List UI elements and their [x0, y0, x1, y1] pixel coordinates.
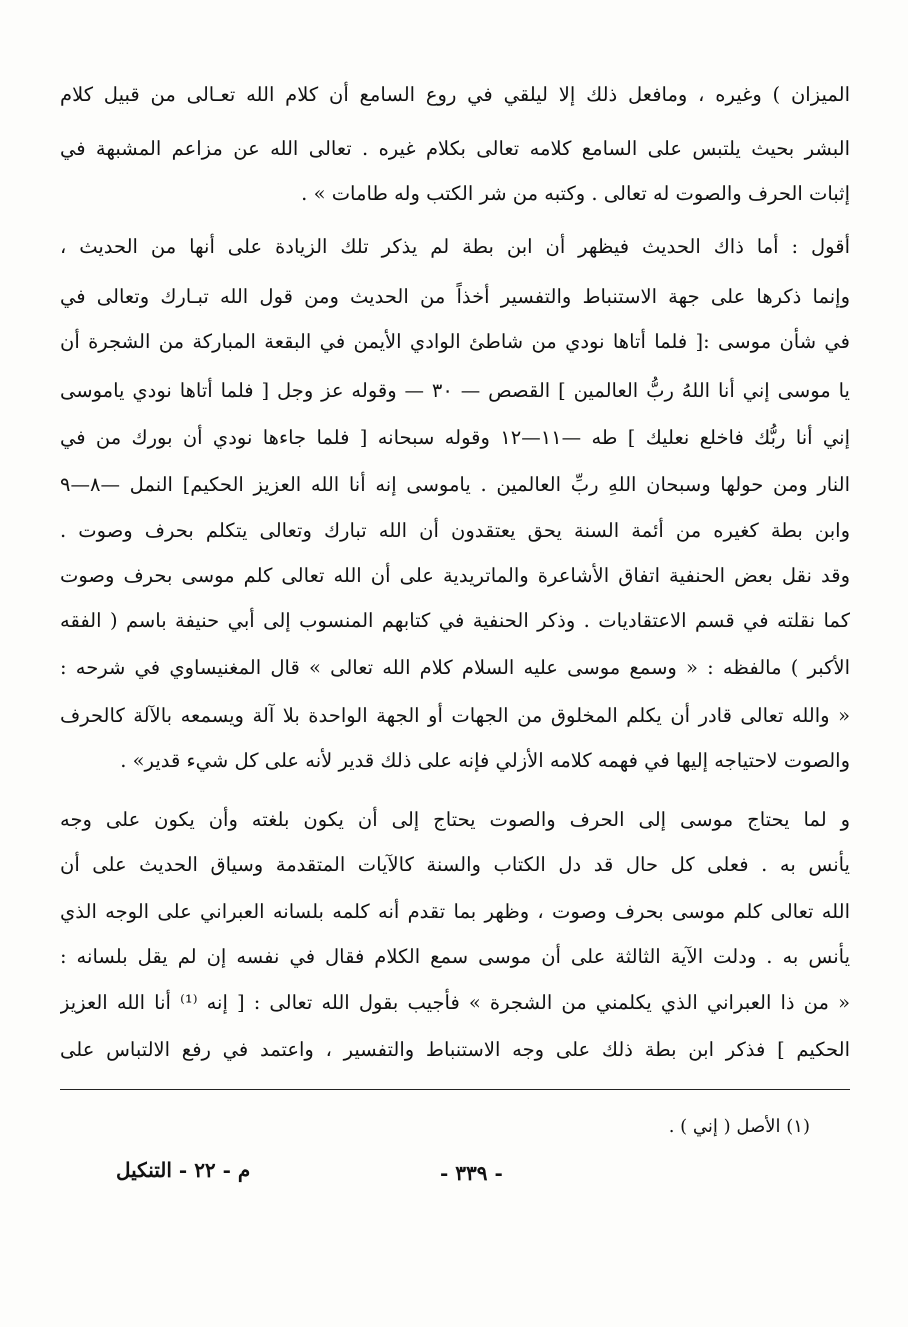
text-line: البشر بحيث يلتبس على السامع كلامه تعالى بكلام غيره . تعالى الله عن مزاعم المشبهة في	[60, 137, 850, 160]
text-line: كما نقلته في قسم الاعتقاديات . وذكر الحنفية في كتابهم المنسوب إلى أبي حنيفة باسم ( الفقه	[60, 609, 850, 632]
page-number: - ٣٣٩ -	[440, 1161, 503, 1185]
text-line: وقد نقل بعض الحنفية اتفاق الأشاعرة والماتريدية على أن الله تعالى كلم موسى بحرف وصوت	[60, 564, 850, 587]
text-line: يأنس به . ودلت الآية الثالثة على أن موسى سمع الكلام فقال في نفسه إن لم يقل بلسانه :	[60, 945, 850, 968]
text-line: وابن بطة كغيره من أئمة السنة يحق يعتقدون أن الله تبارك وتعالى يتكلم بحرف وصوت .	[60, 519, 850, 542]
text-line: الأكبر ) مالفظه : « وسمع موسى عليه السلام كلام الله تعالى » قال المغنيساوي في شرحه :	[60, 656, 850, 679]
text-line: يأنس به . فعلى كل حال قد دل الكتاب والسنة كالآيات المتقدمة وسياق الحديث على أن	[60, 853, 850, 876]
text-line: وإنما ذكرها على جهة الاستنباط والتفسير أخذاً من الحديث ومن قول الله تبـارك وتعالى في	[60, 285, 850, 308]
text-line: الله تعالى كلم موسى بحرف وصوت ، وظهر بما تقدم أنه كلمه بلسانه العبراني على الوجه الذي	[60, 900, 850, 923]
text-line: والصوت لاحتياجه إليها في فهمه كلامه الأزلي فإنه على ذلك قدير لأنه على كل شيء قدير» .	[120, 749, 850, 772]
text-line: في شأن موسى :[ فلما أتاها نودي من شاطئ الوادي الأيمن في البقعة المباركة من الشجرة أن	[60, 330, 850, 353]
text-line: « والله تعالى قادر أن يكلم المخلوق من الجهات أو الجهة الواحدة بلا آلة ويسمعه بالآلة كالحرف	[60, 704, 850, 727]
footnote-divider	[60, 1089, 850, 1090]
text-line: « من ذا العبراني الذي يكلمني من الشجرة » فأجيب بقول الله تعالى : [ إنه ⁽¹⁾ أنا الله العزيز	[60, 991, 850, 1014]
text-line: إني أنا ربُّك فاخلع نعليك ] طه —١١—١٢ وقوله سبحانه [ فلما جاءها نودي أن بورك من في	[60, 426, 850, 449]
text-line: الميزان ) وغيره ، ومافعل ذلك إلا ليلقي في روع السامع أن كلام الله تعـالى من قبيل كلام	[60, 83, 850, 106]
text-line: أقول : أما ذاك الحديث فيظهر أن ابن بطة لم يذكر تلك الزيادة على أنها من الحديث ،	[60, 235, 850, 258]
text-line: إثبات الحرف والصوت له تعالى . وكتبه من شر الكتب وله طامات » .	[301, 182, 850, 205]
text-line: النار ومن حولها وسبحان اللهِ ربِّ العالمين . ياموسى إنه أنا الله العزيز الحكيم] النمل —٨—٩	[60, 473, 850, 496]
signature-mark: م - ٢٢ - التنكيل	[116, 1158, 251, 1182]
text-line: يا موسى إني أنا اللهُ ربُّ العالمين ] القصص — ٣٠ — وقوله عز وجل [ فلما أتاها نودي ياموسى	[60, 379, 850, 402]
text-line: الحكيم ] فذكر ابن بطة ذلك على وجه الاستنباط والتفسير ، واعتمد في رفع الالتباس على	[60, 1038, 850, 1061]
footnote: (١) الأصل ( إني ) .	[668, 1116, 810, 1137]
text-line: و لما يحتاج موسى إلى الحرف والصوت يحتاج إلى أن يكون بلغته وأن يكون على وجه	[60, 808, 850, 831]
